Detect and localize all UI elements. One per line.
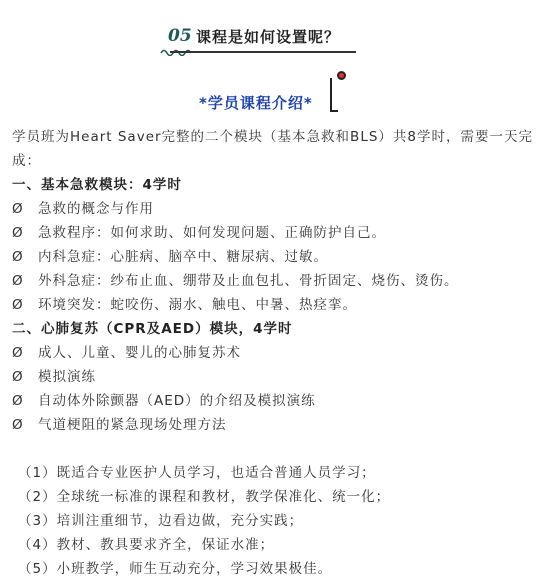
pin-dot-icon <box>337 71 346 80</box>
bullet-icon: Ø <box>12 273 24 289</box>
bullet-icon: Ø <box>12 225 24 241</box>
feature-item: （4）教材、教具要求齐全，保证水准； <box>18 537 275 553</box>
subtitle: *学员课程介绍* <box>199 94 313 112</box>
bullet-icon: Ø <box>12 417 24 433</box>
list-item: Ø 气道梗阻的紧急现场处理方法 <box>12 413 537 437</box>
module1-heading: 一、基本急救模块：4学时 <box>12 177 182 193</box>
list-item: Ø 模拟演练 <box>12 365 537 389</box>
feature-item: （1）既适合专业医护人员学习，也适合普通人员学习； <box>18 465 376 481</box>
section-number: 05 <box>168 26 192 46</box>
bullet-icon: Ø <box>12 201 24 217</box>
section-header <box>0 22 545 62</box>
feature-item: （5）小班教学，师生互动充分，学习效果极佳。 <box>18 561 333 577</box>
list-item: Ø 成人、儿童、婴儿的心肺复苏术 <box>12 341 537 365</box>
bullet-icon: Ø <box>12 297 24 313</box>
section-question: 课程是如何设置呢？ <box>196 28 341 46</box>
bullet-icon: Ø <box>12 249 24 265</box>
spacer <box>12 437 537 461</box>
list-item: Ø 急救程序：如何求助、如何发现问题、正确防护自己。 <box>12 221 537 245</box>
bullet-icon: Ø <box>12 369 24 385</box>
module2-heading: 二、心肺复苏（CPR及AED）模块，4学时 <box>12 321 293 337</box>
list-item: Ø 自动体外除颤器（AED）的介绍及模拟演练 <box>12 389 537 413</box>
list-item: Ø 外科急症：纱布止血、绷带及止血包扎、骨折固定、烧伤、烫伤。 <box>12 269 537 293</box>
list-item: Ø 急救的概念与作用 <box>12 197 537 221</box>
feature-item: （3）培训注重细节，边看边做，充分实践； <box>18 513 304 529</box>
pin-line-decoration <box>330 78 332 112</box>
bullet-icon: Ø <box>12 393 24 409</box>
feature-item: （2）全球统一标准的课程和教材，教学保准化、统一化； <box>18 489 391 505</box>
bullet-icon: Ø <box>12 345 24 361</box>
title-underline <box>170 51 356 53</box>
list-item: Ø 环境突发：蛇咬伤、溺水、触电、中暑、热痉挛。 <box>12 293 537 317</box>
pin-hook-decoration <box>330 110 338 112</box>
intro-paragraph: 学员班为Heart Saver完整的二个模块（基本急救和BLS）共8学时，需要一天完成： <box>12 129 533 169</box>
course-description <box>12 125 537 581</box>
list-item: Ø 内科急症：心脏病、脑卒中、糖尿病、过敏。 <box>12 245 537 269</box>
